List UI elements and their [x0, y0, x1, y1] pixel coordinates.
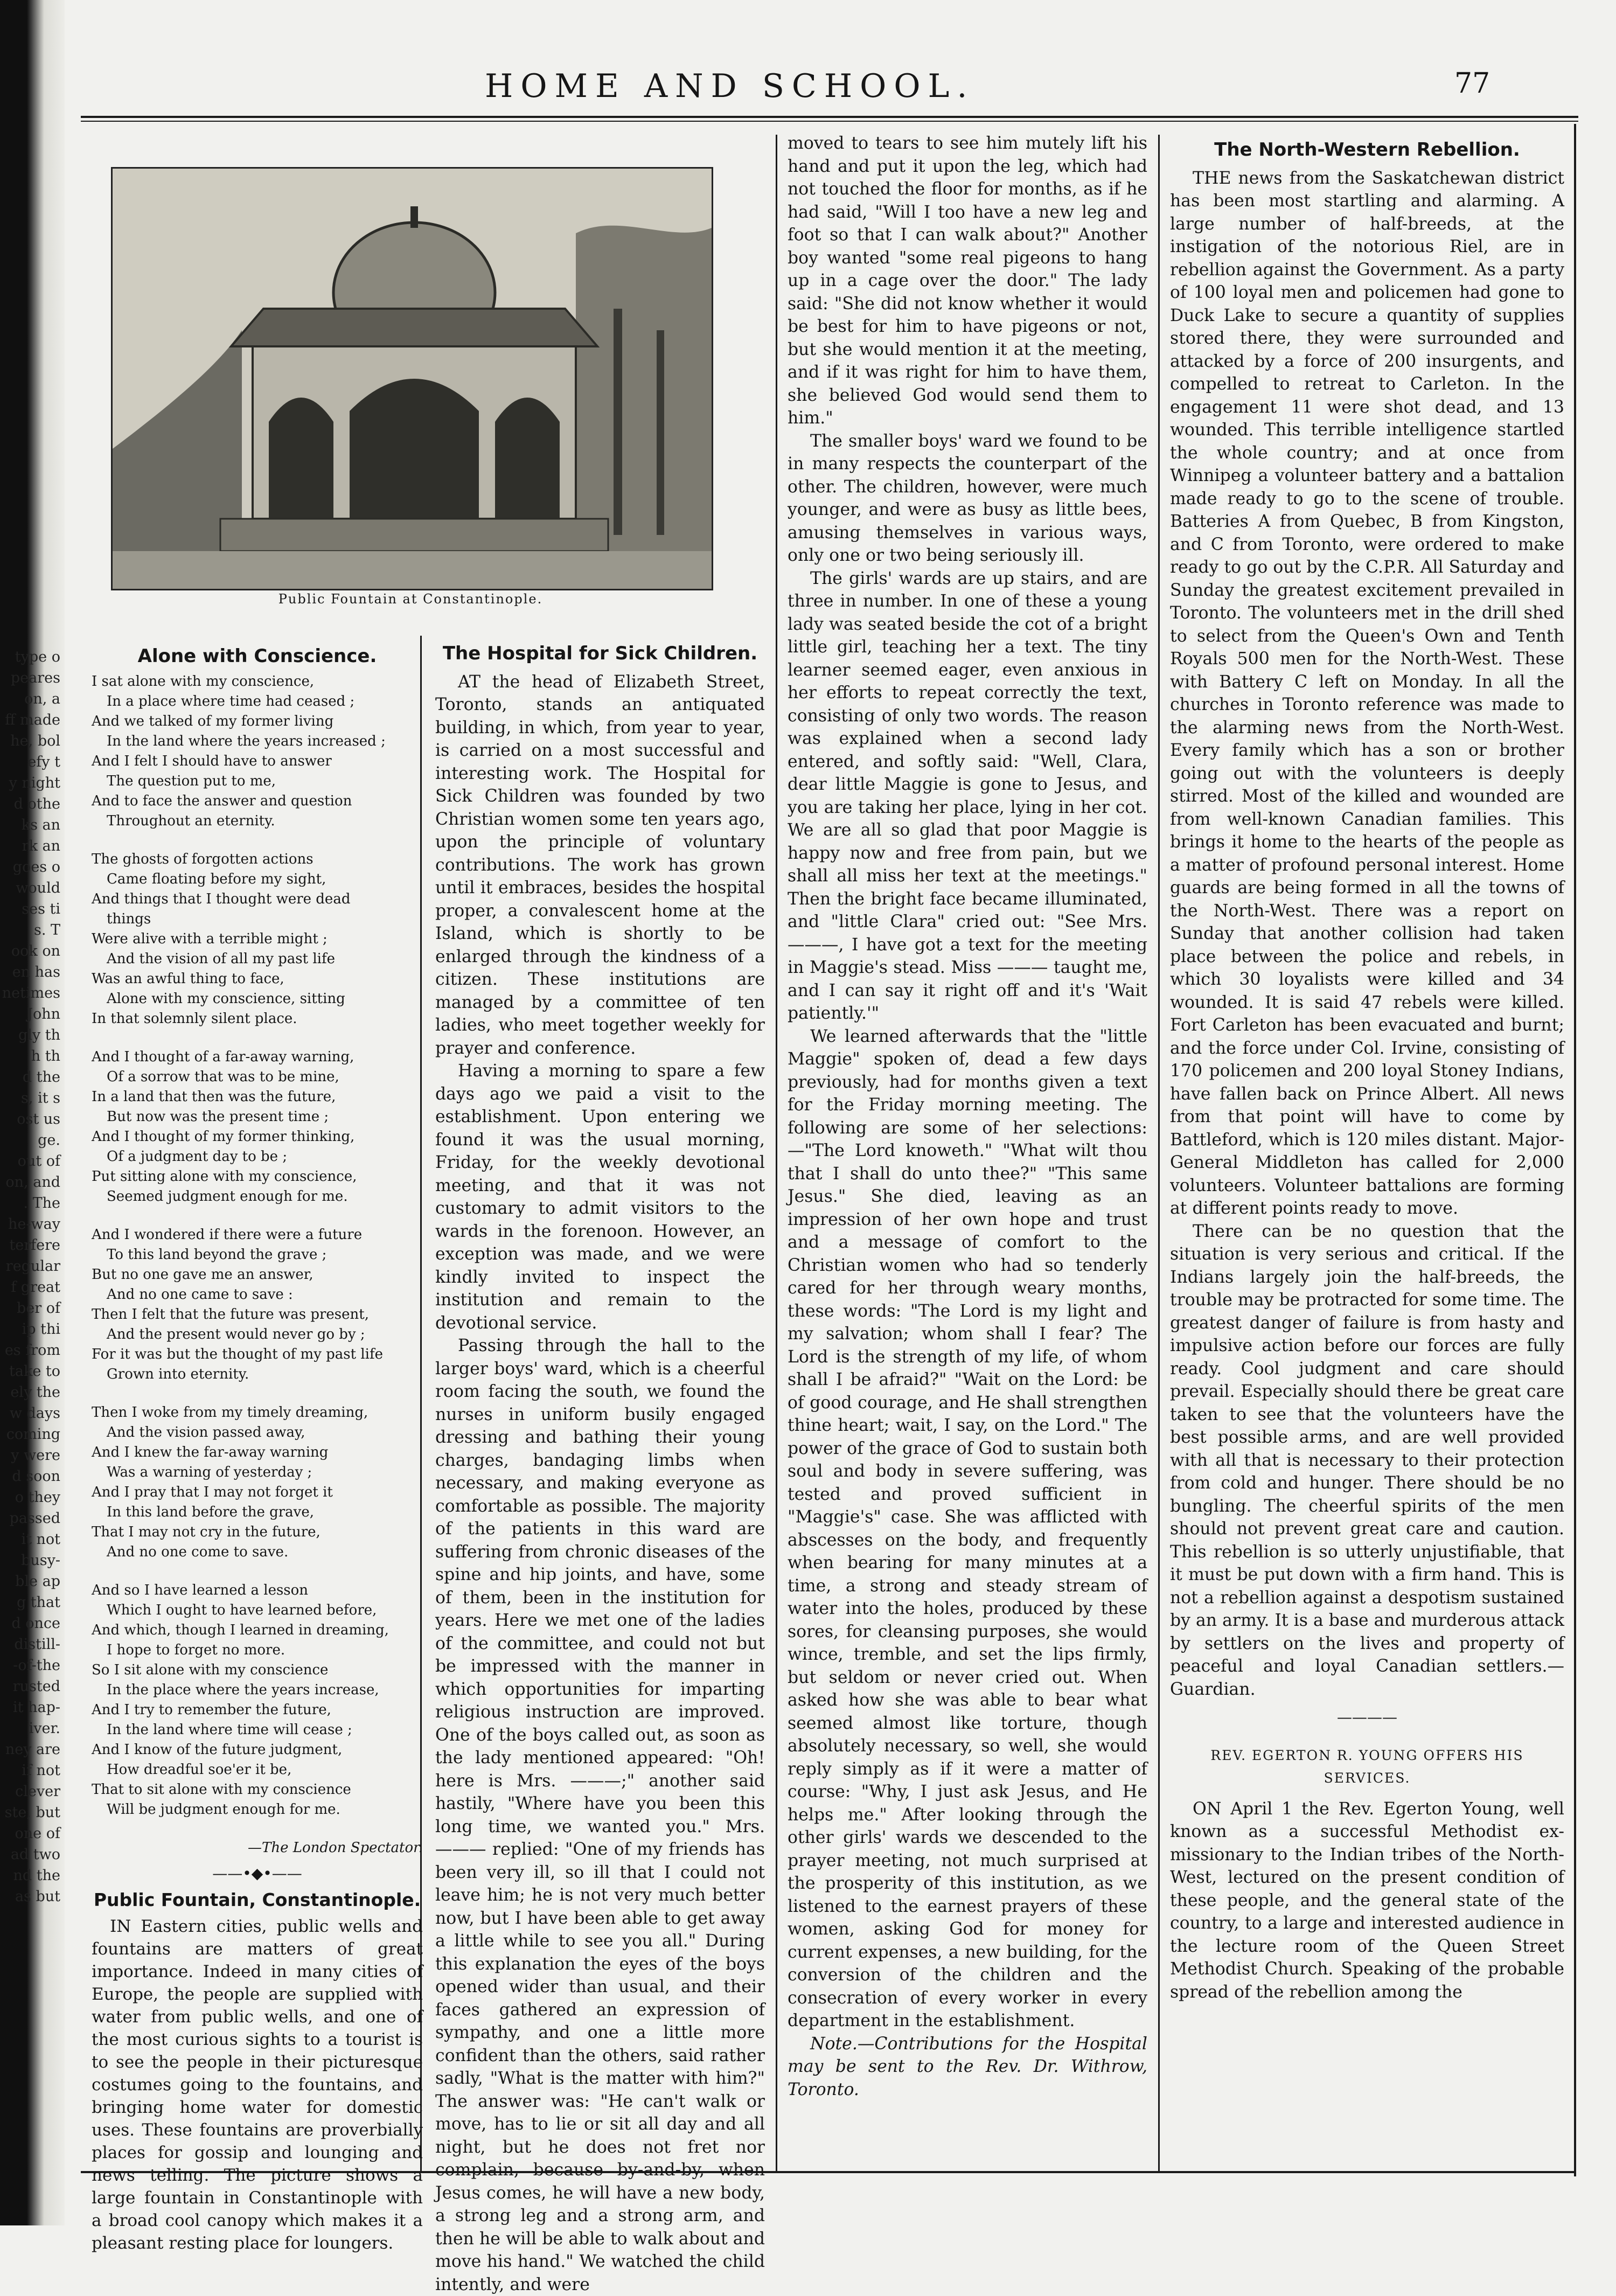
prev-page-line: terfere: [9, 1237, 60, 1254]
poem-line: For it was but the thought of my past life: [92, 1346, 383, 1362]
poem-line: Were alive with a terrible might ;: [92, 931, 328, 947]
figure-caption: Public Fountain at Constantinople.: [278, 592, 543, 607]
hospital-para-4: moved to tears to see him mutely lift his hand and put it upon the leg, which had not touched the floor for months, as if he had said, "Will I too have a new leg and foot so that I can walk about?" Another boy wanted "some real pigeons to hang up in a cage over the door." The lady said: "She did not know whether it would be best for him to have pigeons or not, but she would mention it at the meeting, and if it was right for him to have them, she believed God would send them to him.": [788, 134, 1147, 428]
prev-page-line: -of-the: [13, 1657, 60, 1674]
prev-page-line: . The: [23, 1195, 60, 1212]
fountain-illustration: [113, 169, 712, 589]
prev-page-line: on, and: [5, 1174, 60, 1191]
page-number: 77: [1454, 67, 1490, 100]
poem-line: And I felt I should have to answer: [92, 753, 332, 769]
prev-page-line: he, bol: [10, 733, 60, 749]
rebellion-column: [1170, 132, 1564, 2163]
poem-line: In a place where time had ceased ;: [107, 693, 355, 709]
prev-page-line: ad two: [10, 1846, 60, 1863]
poem-stanza: [92, 672, 423, 831]
poem-line: How dreadful soe'er it be,: [107, 1762, 292, 1778]
poem-line: And so I have learned a lesson: [92, 1582, 309, 1598]
poem-line: The ghosts of forgotten actions: [92, 851, 314, 867]
poem-line: Of a judgment day to be ;: [107, 1149, 288, 1165]
previous-page-fragment: [0, 646, 60, 2155]
prev-page-line: it hap-: [13, 1699, 60, 1716]
prev-page-line: ost us: [17, 1111, 60, 1128]
poem-line: Will be judgment enough for me.: [107, 1801, 340, 1818]
poem-line: So I sit alone with my conscience: [92, 1662, 329, 1678]
poem-line: And I knew the far-away warning: [92, 1444, 329, 1460]
poem-stanza: [92, 1581, 423, 1820]
hospital-article-title: The Hospital for Sick Children.: [442, 643, 758, 664]
poem-line: In the land where time will cease ;: [107, 1722, 352, 1738]
fountain-engraving: [111, 167, 713, 590]
prev-page-line: he-way: [8, 1216, 60, 1233]
prev-page-line: y were: [11, 1447, 60, 1464]
prev-page-line: ble ap: [15, 1573, 60, 1590]
poem-line: Was an awful thing to face,: [92, 971, 284, 987]
poem-line: Then I felt that the future was present,: [92, 1306, 369, 1323]
column-rule-2: [776, 135, 777, 2171]
prev-page-line: John: [27, 1006, 60, 1022]
poem-line: Was a warning of yesterday ;: [107, 1464, 312, 1480]
prev-page-line: on, a: [24, 691, 60, 707]
prev-page-line: s. T: [33, 922, 60, 938]
prev-page-line: as but: [15, 1888, 60, 1905]
poem-line: And the vision passed away,: [107, 1424, 305, 1441]
poem-line: And no one came to save :: [107, 1286, 293, 1303]
prev-page-line: iver.: [29, 1720, 60, 1737]
prev-page-line: d the: [22, 1069, 60, 1086]
poem-line: Throughout an eternity.: [107, 813, 275, 829]
rebellion-para-1: THE news from the Saskatchewan district has been most startling and alarming. A large number of half-breeds, at the instigation of the notorious Riel, are in rebellion against the Government. As a party of 100 loyal men and policemen had gone to Duck Lake to secure a quantity of supplies stored there, they were surrounded and attacked by a force of 200 insurgents, and compelled to retreat to Carleton. In the engagement 11 were shot dead, and 13 wounded. This terrible intelligence startled the whole country; and at once from Winnipeg a volunteer battery and a battalion made ready to go to the scene of trouble. Batteries A from Quebec, B from Kingston, and C from Toronto, were ordered to make ready to go out by the C.P.R. All Saturday and Sunday the greatest excitement prevailed in Toronto. The volunteers met in the drill shed to select from the Queen's Own and Tenth Royals 500 men for the North-West. These with Battery C left on Monday. In all the churches in Toronto reference was made to the alarming news from the North-West. Every family which has a son or brother going out with the volunteers is deeply stirred. Most of the killed and wounded are from well-known Canadian families. This brings it home to the hearts of the people as a matter of profound personal interest. Home guards are being formed in all the towns of the North-West. There was a report on Sunday that another collision had taken place between the police and rebels, in which 30 loyalists were killed and 34 wounded. It is said 47 rebels were killed. Fort Carleton has been evacuated and burnt; and the force under Col. Irvine, consisting of 170 policemen and 200 loyal Stoney Indians, have fallen back on Prince Albert. All news from that point will have to come by Battleford, which is 120 miles distant. Major-General Middleton has called for 2,000 volunteers. Volunteer battalions are forming at different points ready to move.: [1170, 168, 1564, 1218]
poem-source: —The London Spectator.: [248, 1840, 423, 1856]
poem-line: The question put to me,: [107, 773, 276, 789]
rebellion-para-2: There can be no question that the situation is very serious and critical. If the Indians largely join the half-breeds, the trouble may be protracted for some time. The greatest danger of failure is from hasty and impulsive action before our forces are fully ready. Cool judgment and care should prevail. Especially should there be great care taken to see that the volunteers have the best possible arms, and are well provided with all that is necessary to their protection from cold and hunger. There should be no bungling. The cheerful spirits of the men should not prevent great care and caution. This rebellion is so utterly unjustifiable, that it must be put down with a firm hand. This is not a rebellion against a despotism sustained by an army. It is a base and murderous attack by settlers on the lives and property of peaceful and loyal Canadian settlers.—Guardian.: [1170, 1221, 1564, 1699]
poem-line: That I may not cry in the future,: [92, 1524, 321, 1540]
poem-line: And things that I thought were dead: [92, 891, 351, 907]
poem-line: That to sit alone with my conscience: [92, 1782, 351, 1798]
prev-page-line: type o: [15, 649, 60, 665]
poem-line: And to face the answer and question: [92, 793, 352, 809]
prev-page-line: d once: [11, 1615, 60, 1632]
prev-page-line: distill-: [14, 1636, 60, 1653]
prev-page-line: ks an: [21, 817, 60, 833]
prev-page-line: netimes: [2, 985, 60, 1001]
prev-page-line: it not: [21, 1531, 60, 1548]
prev-page-line: nd the: [13, 1867, 60, 1884]
prev-page-line: ely the: [10, 1384, 60, 1401]
prev-page-line: d soon: [12, 1468, 60, 1485]
poem-line: In this land before the grave,: [107, 1504, 315, 1520]
prev-page-line: g that: [16, 1594, 60, 1611]
prev-page-line: ses ti: [22, 901, 60, 917]
prev-page-line: take to: [9, 1363, 60, 1380]
prev-page-line: busy-: [21, 1552, 60, 1569]
prev-page-line: efy t: [27, 754, 60, 770]
prev-page-line: if not: [22, 1762, 60, 1779]
poem-line: Came floating before my sight,: [107, 871, 326, 887]
prev-page-line: rusted: [12, 1678, 60, 1695]
header-rule: [81, 116, 1578, 118]
young-article-title: REV. EGERTON R. YOUNG OFFERS HIS SERVICES.: [1210, 1747, 1524, 1786]
poem-stanza: [92, 1403, 423, 1562]
hospital-note: Note.—Contributions for the Hospital may be sent to the Rev. Dr. Withrow, Toronto.: [788, 2034, 1147, 2099]
poem-line: In that solemnly silent place.: [92, 1011, 297, 1027]
poem-line: And I wondered if there were a future: [92, 1227, 363, 1243]
poem-line: But now was the present time ;: [107, 1109, 329, 1125]
masthead-title: HOME AND SCHOOL.: [485, 67, 975, 105]
prev-page-line: o they: [15, 1489, 60, 1506]
poem-line: Seemed judgment enough for me.: [107, 1188, 348, 1205]
prev-page-line: would: [16, 880, 60, 896]
hospital-para-7: We learned afterwards that the "little Maggie" spoken of, dead a few days previously, had for months given a text for the Friday morning meeting. The following are some of her selections:—"The Lord knoweth." "What wilt thou that I shall do unto thee?" "This same Jesus." She died, leaving as an impression of her own hope and trust and a message of comfort to the Christian women who had so tenderly cared for her through weary months, these words: "The Lord is my light and my salvation; whom shall I fear? The Lord is the strength of my life, of whom shall I be afraid?" "Wait on the Lord: be of good courage, and He shall strengthen thine heart; wait, I say, on the Lord." The power of the grace of God to sustain both soul and body in severe suffering, was tested and proved sufficient in "Maggie's" case. She was afflicted with abscesses on the body, and frequently when bearing for many minutes at a time, a strong and steady stream of water into the holes, produced by these sores, for cleansing purposes, she would wince, tremble, and set the lips firmly, but seldom or never cried out. When asked how she was able to bear what seemed almost like torture, though absolutely necessary, so well, she would reply simply as if it were a matter of course: "Why, I just ask Jesus, and He helps me." After looking through the other girls' wards we descended to the prayer meeting, not much surprised at the prosperity of this institution, as we listened to the earnest prayers of these women, asking God for money for current expenses, a new building, for the conversion of the children and the consecration of every worker in every department in the establishment.: [788, 1026, 1147, 2030]
prev-page-line: regular: [5, 1258, 60, 1275]
right-frame-rule: [1574, 124, 1576, 2176]
poem-line: I hope to forget no more.: [107, 1642, 285, 1658]
poem-line: And I try to remember the future,: [92, 1702, 331, 1718]
poem-line: I sat alone with my conscience,: [92, 673, 315, 690]
poem-line: To this land beyond the grave ;: [107, 1247, 327, 1263]
prev-page-line: ip thi: [22, 1321, 60, 1338]
poem-line: And I know of the future judgment,: [92, 1742, 343, 1758]
poem-stanza: [92, 850, 423, 1029]
prev-page-line: ney are: [5, 1741, 60, 1758]
prev-page-line: passed: [9, 1510, 60, 1527]
poem-alone-with-conscience: [92, 640, 423, 2255]
prev-page-line: ste, but: [4, 1804, 60, 1821]
poem-line: And no one come to save.: [107, 1544, 289, 1560]
fountain-article-text: IN Eastern cities, public wells and fountains are matters of great importance. Indeed in many cities of Europe, the people are supplied with water from public wells, and one of the most curious sights to a tourist is to see the people in their picturesque costumes going to the fountains, and bringing home water for domestic uses. These fountains are proverbially places for gossip and lounging and news telling. The picture shows a large fountain in Constantinople with a broad cool canopy which makes it a pleasant resting place for loungers.: [92, 1917, 423, 2253]
poem-line: Which I ought to have learned before,: [107, 1602, 377, 1618]
poem-line: Then I woke from my timely dreaming,: [92, 1404, 368, 1421]
prev-page-line: f great: [11, 1279, 60, 1296]
section-divider: ————: [1337, 1708, 1397, 1726]
hospital-column-a: [435, 636, 765, 2294]
poem-line: And which, though I learned in dreaming,: [92, 1622, 389, 1638]
poem-line: Of a sorrow that was to be mine,: [107, 1069, 339, 1085]
prev-page-line: out of: [17, 1153, 60, 1170]
hospital-para-1: AT the head of Elizabeth Street, Toronto, stands an antiquated building, in which, from year to year, is carried on a most successful and interesting work. The Hospital for Sick Children was founded by two Christian women some ten years ago, upon the principle of voluntary contributions. The work has grown until it embraces, besides the hospital proper, a convalescent home at the Island, which is shortly to be enlarged through the kindness of a citizen. These institutions are managed by a committee of ten ladies, who meet together weekly for prayer and conference.: [435, 672, 765, 1058]
poem-line: And we talked of my former living: [92, 713, 334, 729]
prev-page-line: ge.: [38, 1132, 60, 1149]
poem-stanza: [92, 1225, 423, 1384]
poem-title: Alone with Conscience.: [137, 645, 377, 667]
prev-page-line: ber of: [17, 1300, 60, 1317]
rebellion-article-title: The North-Western Rebellion.: [1214, 139, 1520, 161]
prev-page-line: y night: [9, 775, 60, 791]
prev-page-line: w days: [9, 1405, 60, 1422]
prev-page-line: peares: [10, 670, 60, 686]
column-rule-3: [1158, 135, 1160, 2171]
poem-line: And I thought of my former thinking,: [92, 1129, 355, 1145]
hospital-para-2: Having a morning to spare a few days ago we paid a visit to the establishment. Upon entering we found it was the usual morning, Friday, for the weekly devotional meeting, and that it was not customary to admit visitors to the wards in the forenoon. However, an exception was made, and we were kindly invited to inspect the institution and remain to the devotional service.: [435, 1061, 765, 1333]
hospital-column-b: [788, 132, 1147, 2163]
poem-line: And the vision of all my past life: [107, 951, 335, 967]
poem-line: In a land that then was the future,: [92, 1089, 336, 1105]
prev-page-line: es from: [4, 1342, 60, 1359]
hospital-para-3: Passing through the hall to the larger boys' ward, which is a cheerful room facing the south, we found the nurses in uniform busily engaged dressing and bathing their young charges, bandaging limbs when necessary, and making everyone as comfortable as possible. The majority of the patients in this ward are suffering from chronic diseases of the spine and hip joints, and have, some of them, been in the institution for years. Here we met one of the ladies of the committee, and could not but be impressed with the manner in which opportunities for imparting religious instruction are improved. One of the boys called out, as soon as the lady mentioned appeared: "Oh! here is Mrs. ———;" another said hastily, "Where have you been this long time, we wanted you." Mrs. ——— replied: "One of my friends has been very ill, so ill that I could not leave him; he is not very much better now, but I have been able to get away a little while to see you all." During this explanation the eyes of the boys opened wider than usual, and their faces gathered an expression of sympathy, and one a little more confident than the others, said rather sadly, "What is the matter with him?" The answer was: "He can't walk or move, has to lie or sit all day and all night, but he does not fret nor complain, because by-and-by, when Jesus comes, he will have a new body, a strong leg and a strong arm, and then he will be able to walk about and move his hand." We watched the child intently, and were: [435, 1336, 765, 2294]
hospital-para-6: The girls' wards are up stairs, and are three in number. In one of these a young lady was seated beside the cot of a bright little girl, teaching her a text. The tiny learner seemed eager, even anxious in her efforts to repeat correctly the text, consisting of only two words. The reason was explained when a second lady entered, and softly said: "Well, Clara, dear little Maggie is gone to Jesus, and you are taking her place, lying in her cot. We are all so glad that poor Maggie is happy now and free from pain, but we shall all miss her text at the meetings." Then the bright face became illuminated, and "little Clara" cried out: "See Mrs. ———, I have got a text for the meeting in Maggie's stead. Miss ——— taught me, and I can say it right off and it's 'Wait patiently.'": [788, 568, 1147, 1023]
poem-line: And I thought of a far-away warning,: [92, 1049, 354, 1065]
poem-line: Grown into eternity.: [107, 1366, 249, 1382]
prev-page-line: h th: [31, 1048, 60, 1064]
poem-stanzas: [92, 672, 423, 1820]
poem-line: things: [107, 911, 151, 927]
prev-page-line: gly th: [18, 1027, 60, 1043]
section-ornament: ——•◆•——: [212, 1864, 302, 1882]
prev-page-line: rk an: [22, 838, 60, 854]
header-rule-thin: [81, 121, 1578, 122]
poem-line: Alone with my conscience, sitting: [107, 991, 345, 1007]
poem-line: In the land where the years increased ;: [107, 733, 386, 749]
prev-page-line: ook on: [11, 943, 60, 959]
prev-page-line: coming: [6, 1426, 60, 1443]
fountain-article-title: Public Fountain, Constantinople.: [93, 1889, 421, 1910]
prev-page-line: goes o: [12, 859, 60, 875]
prev-page-line: s, it s: [21, 1090, 60, 1107]
young-article-text: ON April 1 the Rev. Egerton Young, well known as a successful Methodist ex-missionary to the Indian tribes of the North-West, lectured on the present condition of these people, and the general state of the country, to a large and interested audience in the lecture room of the Queen Street Methodist Church. Speaking of the probable spread of the rebellion among the: [1170, 1799, 1564, 2002]
poem-line: Put sitting alone with my conscience,: [92, 1168, 357, 1185]
poem-line: In the place where the years increase,: [107, 1682, 379, 1698]
poem-line: And I pray that I may not forget it: [92, 1484, 333, 1500]
hospital-para-5: The smaller boys' ward we found to be in many respects the counterpart of the other. The children, however, were much younger, and were as busy as little bees, amusing themselves in various ways, only one or two being seriously ill.: [788, 431, 1147, 565]
prev-page-line: en has: [12, 964, 60, 980]
prev-page-line: clever: [15, 1783, 60, 1800]
poem-line: And the present would never go by ;: [107, 1326, 365, 1342]
poem-line: But no one gave me an answer,: [92, 1267, 314, 1283]
prev-page-line: one of: [15, 1825, 60, 1842]
poem-stanza: [92, 1047, 423, 1207]
prev-page-line: ff made: [5, 712, 60, 728]
prev-page-line: d othe: [13, 796, 60, 812]
